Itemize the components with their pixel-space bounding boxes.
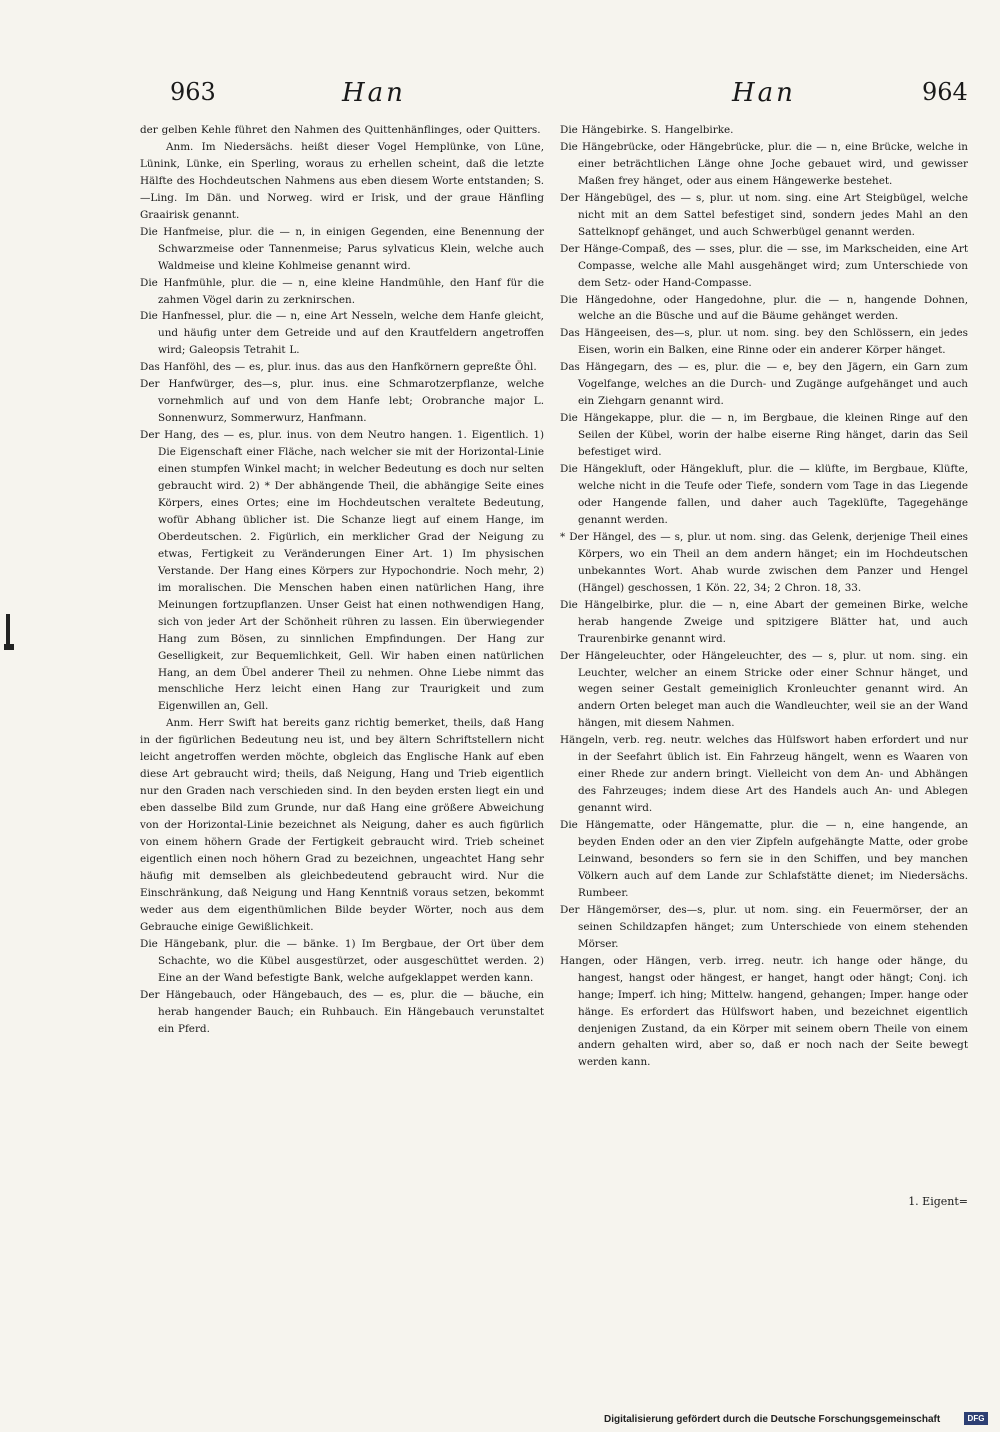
- dictionary-entry: Hangen, oder Hängen, verb. irreg. neutr. ich hange oder hänge, du hangest, hangst oder hängest, er hanget, hangt oder hängt; Conj. ich hange; Imperf. ich hing; Mittelw. hangend, gehangen; Imper. hange oder hänge. Es erfordert das Hülfswort haben, und bezeichnet eigentlich denjenigen Zustand, da ein Körper mit seinem obern Theile von einem andern gehalten wird, aber so, daß er noch nach der Seite bewegt werden kann.: [560, 954, 968, 1069]
- dictionary-entry: Der Hang, des — es, plur. inus. von dem Neutro hangen. 1. Eigentlich. 1) Die Eigenschaft einer Fläche, nach welcher sie mit der Horizontal-Linie einen stumpfen Winkel macht; in welcher Bedeutung es doch nur selten gebraucht wird. 2) * Der abhängende Theil, die abhängige Seite eines Körpers, eines Ortes; eine im Hochdeutschen veraltete Bedeutung, wofür Abhang üblicher ist. Die Schanze liegt auf einem Hange, im Oberdeutschen. 2. Figürlich, ein merklicher Grad der Neigung zu etwas, Fertigkeit zu Veränderungen Einer Art. 1) Im physischen Verstande. Der Hang eines Körpers zur Hypochondrie. Noch mehr, 2) im moralischen. Die Menschen haben einen natürlichen Hang, ihre Meinungen fortzupflanzen. Unser Geist hat einen nothwendigen Hang, sich von jeder Art der Schönheit rühren zu lassen. Ein überwiegender Hang zum Bösen, zu sinnlichen Empfindungen. Der Hang zur Geselligkeit, zur Bequemlichkeit, Gell. Wir haben einen natürlichen Hang, an dem Übel anderer Theil zu nehmen. Ohne Liebe nimmt das menschliche Herz leicht einen Hang zur Traurigkeit und zum Eigenwillen an, Gell.: [140, 429, 544, 713]
- dictionary-entry: Die Hanfmühle, plur. die — n, eine kleine Handmühle, den Hanf für die zahmen Vögel darin zu zerknirschen.: [140, 276, 544, 306]
- dictionary-entry: Der Hängeleuchter, oder Hängeleuchter, des — s, plur. ut nom. sing. ein Leuchter, welcher an einem Stricke oder einer Schnur hänget, und wegen seiner Gestalt gemeiniglich Kronleuchter genannt wird. An andern Orten beleget man auch die Wandleuchter, weil sie an der Wand hängen, mit diesem Nahmen.: [560, 649, 968, 730]
- dictionary-entry: Der Hänge-Compaß, des — sses, plur. die — sse, im Markscheiden, eine Art Compasse, welche alle Mahl ausgehänget wird; zum Unterschiede von dem Setz- oder Hand-Compasse.: [560, 242, 968, 289]
- margin-ink-mark: [4, 614, 14, 654]
- dictionary-entry: Die Hängebank, plur. die — bänke. 1) Im Bergbaue, der Ort über dem Schachte, wo die Kübel ausgestürzet, oder ausgeschüttet werden. 2) Eine an der Wand befestigte Bank, welche aufgeklappet werden kann.: [140, 937, 544, 984]
- catchword: 1. Eigent=: [908, 1195, 968, 1208]
- dictionary-entry: Die Hanfnessel, plur. die — n, eine Art Nesseln, welche dem Hanfe gleicht, und häufig unter dem Getreide und auf den Krautfeldern angetroffen wird; Galeopsis Tetrahit L.: [140, 310, 544, 357]
- dictionary-entry: Der Hängebügel, des — s, plur. ut nom. sing. eine Art Steigbügel, welche nicht mit an dem Sattel befestiget sind, sondern jedes Mahl an den Sattelknopf gehänget, und auch Schwerbügel genannt werden.: [560, 191, 968, 238]
- dictionary-entry: Hängeln, verb. reg. neutr. welches das Hülfswort haben erfordert und nur in der Seefahrt üblich ist. Ein Fahrzeug hängelt, wenn es Waaren von einer Rhede zur andern bringt. Vielleicht von dem An- und Abhängen des Fahrzeuges; indem diese Art des Handels auch An- und Ablegen genannt wird.: [560, 734, 968, 815]
- dictionary-entry: Die Hängematte, oder Hängematte, plur. die — n, eine hangende, an beyden Enden oder an den vier Zipfeln aufgehängte Matte, oder grobe Leinwand, besonders so fern sie in den Schiffen, und bey manchen Völkern auch auf dem Lande zur Schlafstätte dienet; im Niedersächs. Rumbeer.: [560, 819, 968, 899]
- dictionary-entry: Anm. Im Niedersächs. heißt dieser Vogel Hemplünke, von Lüne, Lünink, Lünke, ein Sperling, woraus zu erhellen scheint, daß die letzte Hälfte des Hochdeutschen Nahmens aus eben diesem Worte entstanden; S. —Ling. Im Dän. und Norweg. wird er Irisk, und der graue Hänfling Graairisk genannt.: [140, 140, 544, 221]
- dictionary-entry: Die Hängekluft, oder Hängekluft, plur. die — klüfte, im Bergbaue, Klüfte, welche nicht in die Teufe oder Tiefe, sondern vom Tage in das Liegende oder Hangende fallen, und daher auch Tageklüfte, Tagegehänge genannt werden.: [560, 463, 968, 526]
- dictionary-entry: Das Hängeeisen, des—s, plur. ut nom. sing. bey den Schlössern, ein jedes Eisen, worin ein Balken, eine Rinne oder ein anderer Körper hänget.: [560, 327, 968, 357]
- dictionary-entry: Das Hängegarn, des — es, plur. die — e, bey den Jägern, ein Garn zum Vogelfange, welches an die Durch- und Zugänge aufgehänget und auch ein Ziehgarn genannt wird.: [560, 361, 968, 408]
- running-head-left: Han: [342, 78, 406, 108]
- digitization-credit: Digitalisierung gefördert durch die Deutsche Forschungsgemeinschaft: [604, 1414, 941, 1425]
- dictionary-entry: Die Hängedohne, oder Hangedohne, plur. die — n, hangende Dohnen, welche an die Büsche und auf die Bäume gehänget werden.: [560, 293, 968, 323]
- left-column: [140, 122, 544, 1037]
- dictionary-entry: Der Hanfwürger, des—s, plur. inus. eine Schmarotzerpflanze, welche vornehmlich auf und von dem Hanfe lebt; Orobranche major L. Sonnenwurz, Sommerwurz, Hanfmann.: [140, 378, 544, 425]
- dictionary-entry: Die Hängelbirke, plur. die — n, eine Abart der gemeinen Birke, welche herab hangende Zweige und spitzigere Blätter hat, und auch Traurenbirke genannt wird.: [560, 598, 968, 645]
- dictionary-entry: Die Hanfmeise, plur. die — n, in einigen Gegenden, eine Benennung der Schwarzmeise oder Tannenmeise; Parus sylvaticus Klein, welche auch Waldmeise und kleine Kohlmeise genannt wird.: [140, 225, 544, 272]
- page-number-left: 963: [170, 78, 216, 106]
- dictionary-entry: Die Hängekappe, plur. die — n, im Bergbaue, die kleinen Ringe auf den Seilen der Kübel, worin der halbe eiserne Ring hänget, darin das Seil befestiget wird.: [560, 412, 968, 459]
- dfg-logo: DFG: [964, 1412, 988, 1425]
- dictionary-entry: Das Hanföhl, des — es, plur. inus. das aus den Hanfkörnern gepreßte Öhl.: [140, 361, 537, 374]
- dictionary-entry: Der Hängemörser, des—s, plur. ut nom. sing. ein Feuermörser, der an seinen Schildzapfen hänget; zum Unterschiede von einem stehenden Mörser.: [560, 903, 968, 950]
- right-column: [560, 122, 968, 1071]
- page-number-right: 964: [922, 78, 968, 106]
- dictionary-entry: Die Hängebrücke, oder Hängebrücke, plur. die — n, eine Brücke, welche in einer beträchtlichen Länge ohne Joche gebauet wird, und gewisser Maßen frey hänget, oder aus einem Hängewerke bestehet.: [560, 140, 968, 187]
- dictionary-entry: Die Hängebirke. S. Hangelbirke.: [560, 124, 734, 136]
- dictionary-entry: der gelben Kehle führet den Nahmen des Quittenhänflinges, oder Quitters.: [140, 124, 541, 136]
- dictionary-entry: Anm. Herr Swift hat bereits ganz richtig bemerket, theils, daß Hang in der figürlichen Bedeutung neu ist, und bey ältern Schriftstellern nicht leicht angetroffen werden möchte, obgleich das Englische Hank auf eben diese Art gebraucht wird; theils, daß Neigung, Hang und Trieb eigentlich nur den Graden nach verschieden sind. In den beyden ersten liegt ein und eben dasselbe Bild zum Grunde, nur daß Hang eine größere Abweichung von der Horizontal-Linie bezeichnet als Neigung, daher es auch figürlich von einem höhern Grade der Fertigkeit gebraucht wird. Trieb scheinet eigentlich einen noch höhern Grad zu bezeichnen, ungeachtet Hang sehr häufig mit demselben als gleichbedeutend gebraucht wird. Nur die Einschränkung, daß Neigung und Hang Kenntniß voraus setzen, bekommt weder aus dem eigenthümlichen Bilde beyder Wörter, noch aus dem Gebrauche einige Gewißlichkeit.: [140, 717, 544, 933]
- dictionary-entry: * Der Hängel, des — s, plur. ut nom. sing. das Gelenk, derjenige Theil eines Körpers, wo ein Theil an dem andern hänget; ein im Hochdeutschen unbekanntes Wort. Ahab wurde zwischen dem Panzer und Hengel (Hängel) geschossen, 1 Kön. 22, 34; 2 Chron. 18, 33.: [560, 530, 968, 594]
- running-head-right: Han: [732, 78, 796, 108]
- dictionary-entry: Der Hängebauch, oder Hängebauch, des — es, plur. die — bäuche, ein herab hangender Bauch; ein Ruhbauch. Ein Hängebauch verunstaltet ein Pferd.: [140, 988, 544, 1035]
